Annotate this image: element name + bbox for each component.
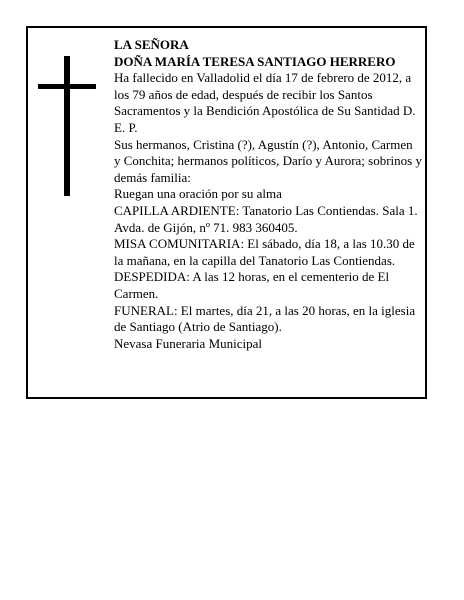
funeral-home: Nevasa Funeraria Municipal (114, 335, 263, 351)
notice-title: LA SEÑORA (114, 37, 189, 52)
prayer-request: Ruegan una oración por su alma (114, 186, 282, 202)
death-announcement: Ha fallecido en Valladolid el día 17 de febrero de 2012, a los 79 años de edad, después de recibir los Santos Sacramentos y la Bendición Apostólica de Su Santidad D. E. P. (114, 70, 416, 135)
notice-text (114, 37, 422, 352)
funeral-info: FUNERAL: El martes, día 21, a las 20 horas, en la iglesia de Santiago (Atrio de Santiago). (114, 302, 416, 335)
farewell-info: DESPEDIDA: A las 12 horas, en el cementerio de El Carmen. (114, 269, 390, 301)
chapel-info: CAPILLA ARDIENTE: Tanatorio Las Contiendas. Sala 1. Avda. de Gijón, nº 71. 983 360405. (114, 202, 418, 235)
deceased-name: DOÑA MARÍA TERESA SANTIAGO HERRERO (114, 53, 396, 69)
mass-info: MISA COMUNITARIA: El sábado, día 18, a las 10.30 de la mañana, en la capilla del Tanatorio Las Contiendas. (114, 236, 415, 268)
cross-vertical-bar (64, 56, 70, 196)
family-list: Sus hermanos, Cristina (?), Agustín (?), Antonio, Carmen y Conchita; hermanos políticos, Darío y Aurora; sobrinos y demás familia: (114, 136, 422, 185)
cross-horizontal-bar (38, 84, 96, 89)
